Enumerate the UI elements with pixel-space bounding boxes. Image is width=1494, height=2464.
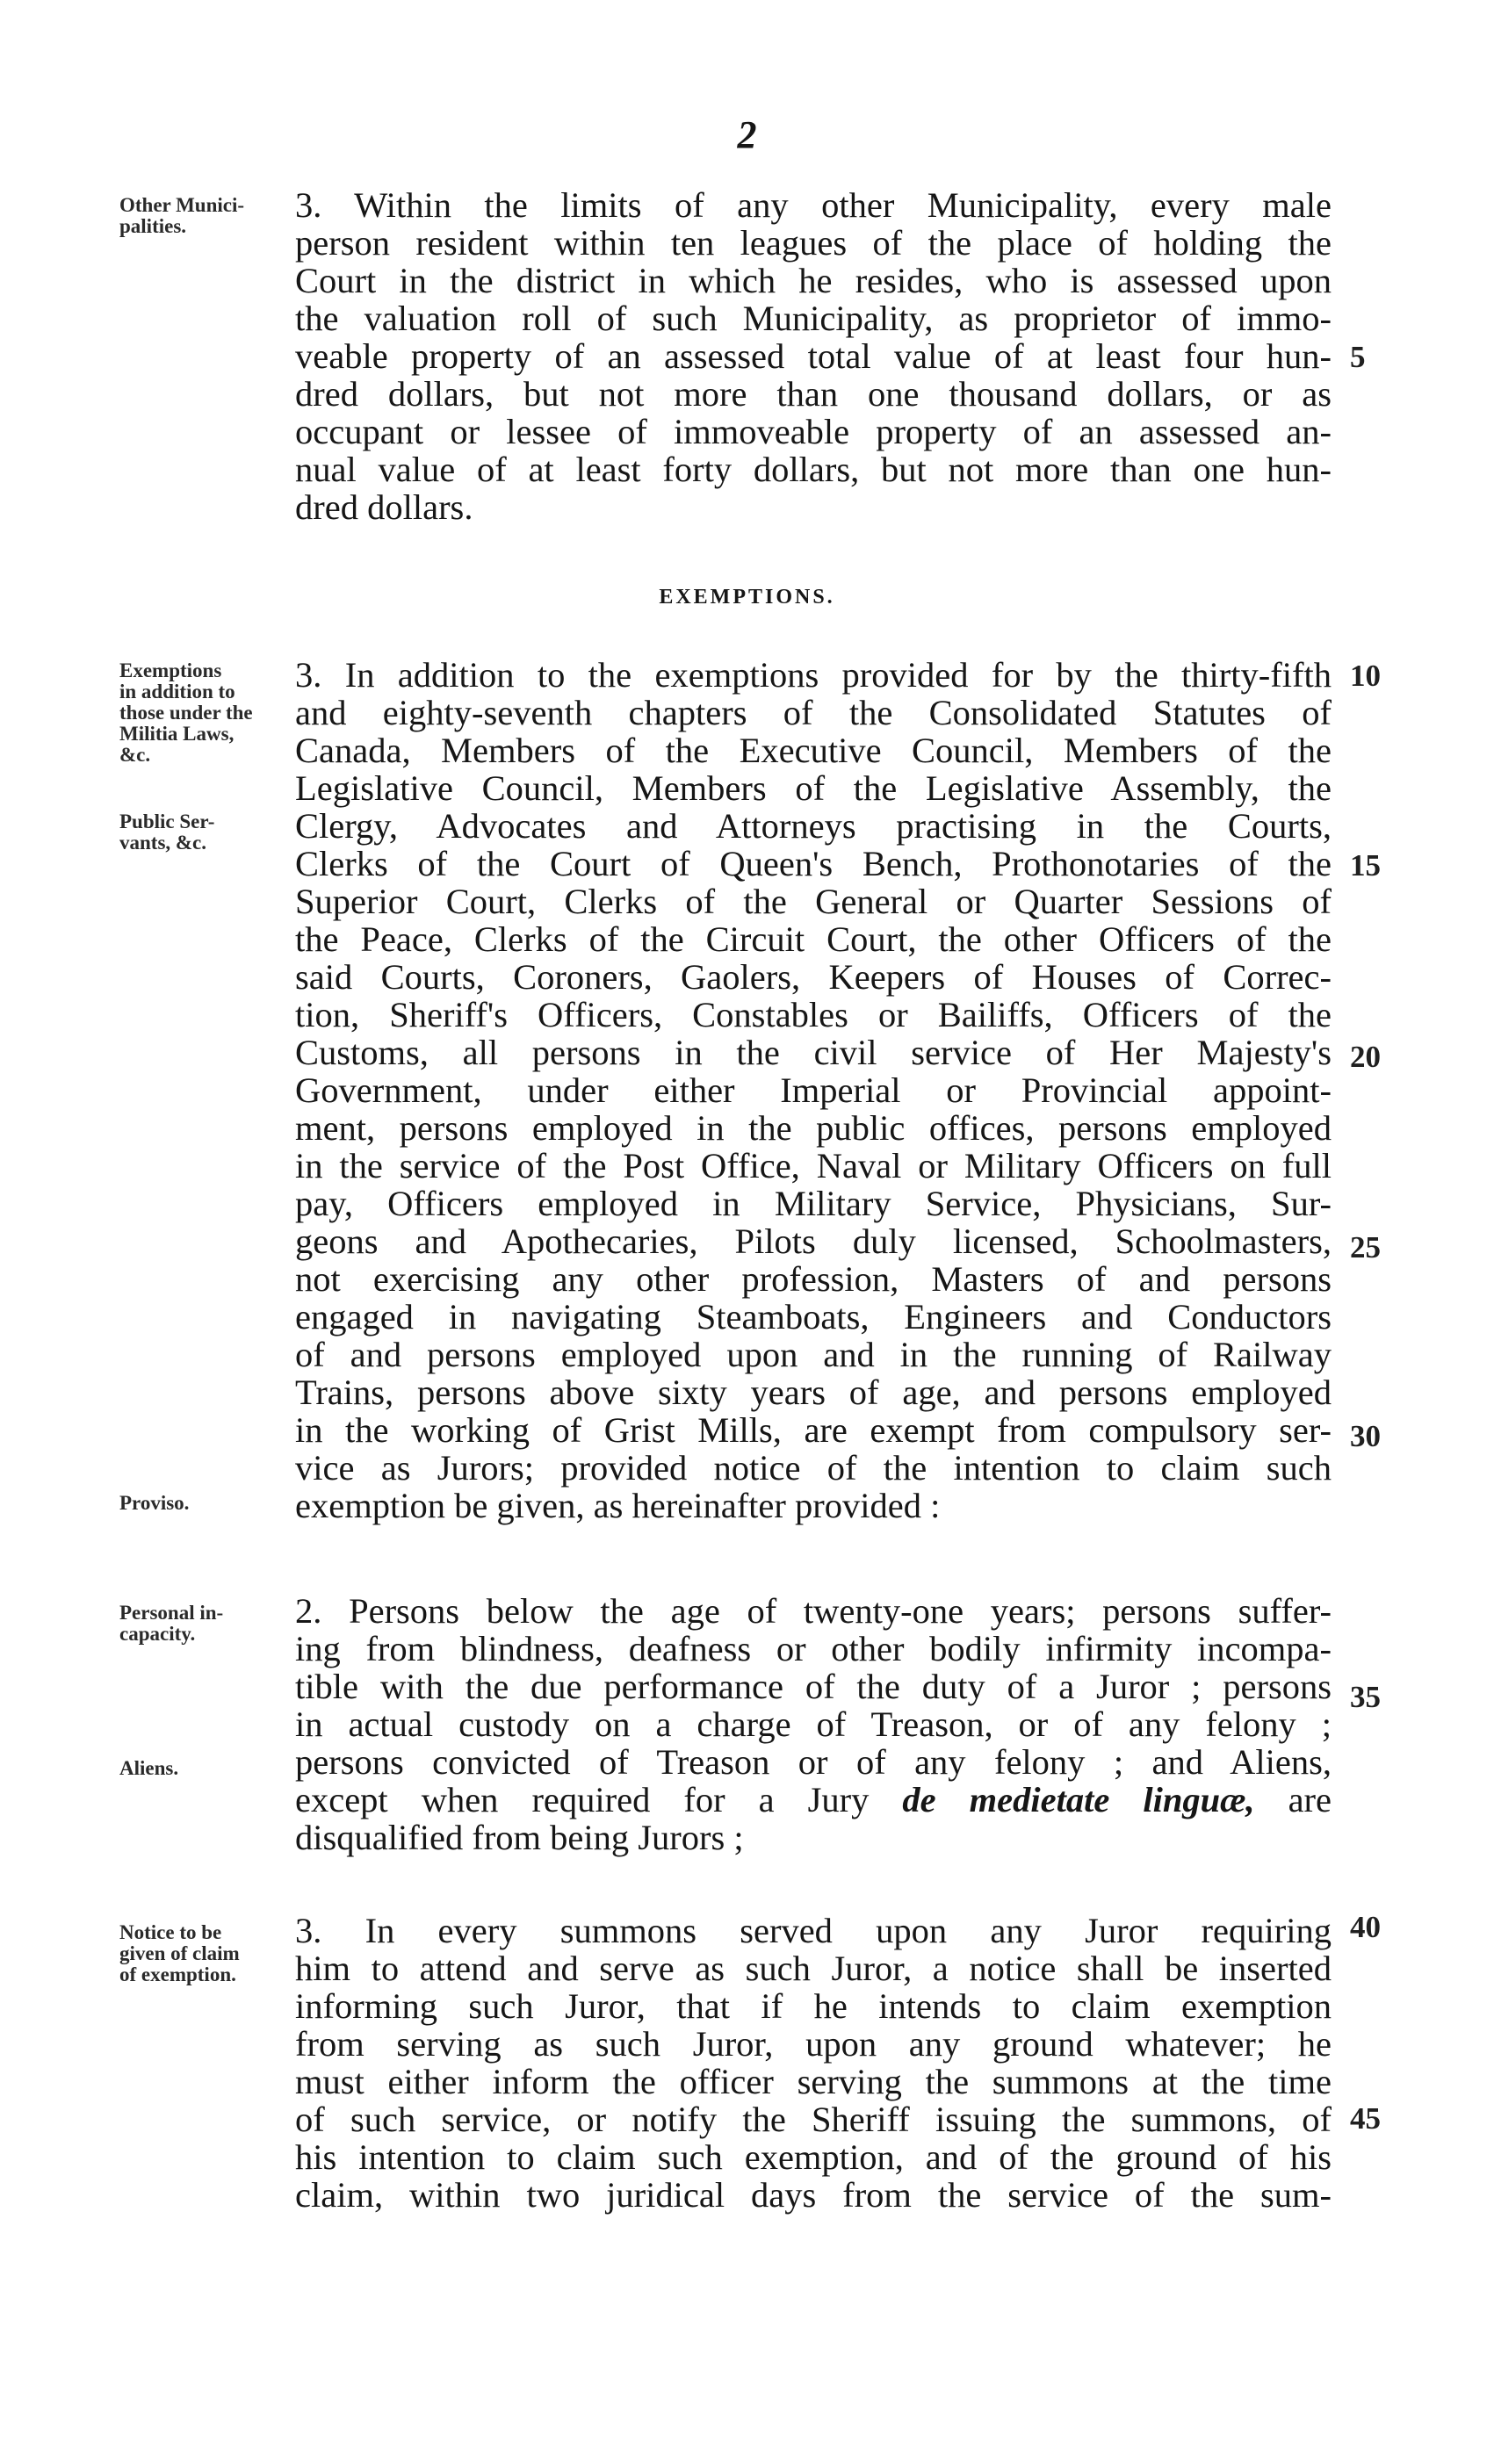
text-line: Government, under either Imperial or Provincial appoint-: [295, 1070, 1332, 1110]
text-line: said Courts, Coroners, Gaolers, Keepers of Houses of Correc-: [295, 957, 1332, 997]
text-line: except when required for a Jury de medietate linguæ, are: [295, 1780, 1332, 1819]
margin-note-personal-incapacity: Personal in- capacity.: [119, 1602, 224, 1645]
text-line: of such service, or notify the Sheriff issuing the summons, of: [295, 2100, 1332, 2139]
text-line: from serving as such Juror, upon any ground whatever; he: [295, 2024, 1332, 2064]
margin-note-public-servants: Public Ser- vants, &c.: [119, 811, 215, 854]
line-number: 25: [1350, 1230, 1381, 1264]
paragraph-exemptions: [295, 656, 1332, 1524]
text-line: the Peace, Clerks of the Circuit Court, the other Officers of the: [295, 919, 1332, 959]
text-line: his intention to claim such exemption, and of the ground of his: [295, 2137, 1332, 2177]
latin-phrase: de medietate linguæ,: [902, 1780, 1255, 1819]
margin-note-other-municipalities: Other Munici- palities.: [119, 194, 245, 237]
text-line: pay, Officers employed in Military Service, Physicians, Sur-: [295, 1184, 1332, 1223]
text-line: Clerks of the Court of Queen's Bench, Prothonotaries of the: [295, 844, 1332, 883]
text-line: 2. Persons below the age of twenty-one years; persons suffer-: [295, 1591, 1332, 1631]
line-number: 5: [1350, 340, 1366, 374]
text-line: the valuation roll of such Municipality, as proprietor of immo-: [295, 299, 1332, 338]
text-line: ing from blindness, deafness or other bodily infirmity incompa-: [295, 1629, 1332, 1668]
paragraph-notice-of-exemption: [295, 1912, 1332, 2214]
text-line: in the service of the Post Office, Naval or Military Officers on full: [295, 1146, 1332, 1185]
margin-note-exemptions: Exemptions in addition to those under the Militia Laws, &c.: [119, 659, 253, 766]
line-number: 35: [1350, 1680, 1381, 1714]
text-line: persons convicted of Treason or of any felony ; and Aliens,: [295, 1742, 1332, 1782]
text-line: Superior Court, Clerks of the General or Quarter Sessions of: [295, 882, 1332, 921]
text-line: claim, within two juridical days from the service of the sum-: [295, 2175, 1332, 2215]
text-line: geons and Apothecaries, Pilots duly licensed, Schoolmasters,: [295, 1221, 1332, 1261]
section-heading-exemptions: EXEMPTIONS.: [659, 586, 835, 609]
margin-note-notice-of-claim: Notice to be given of claim of exemption.: [119, 1921, 240, 1985]
text-line: ment, persons employed in the public offices, persons employed: [295, 1108, 1332, 1148]
text-line: dred dollars, but not more than one thousand dollars, or as: [295, 374, 1332, 414]
text-line: disqualified from being Jurors ;: [295, 1818, 744, 1857]
text-line: Court in the district in which he resides, who is assessed upon: [295, 261, 1332, 300]
text-line: not exercising any other profession, Masters of and persons: [295, 1259, 1332, 1299]
text-line: and eighty-seventh chapters of the Consolidated Statutes of: [295, 693, 1332, 732]
text-line: 3. Within the limits of any other Municipality, every male: [295, 185, 1332, 225]
text-line: tible with the due performance of the duty of a Juror ; persons: [295, 1667, 1332, 1706]
text-line: person resident within ten leagues of the place of holding the: [295, 223, 1332, 263]
text-line: 3. In every summons served upon any Juror requiring: [295, 1911, 1332, 1950]
text-line: vice as Jurors; provided notice of the intention to claim such: [295, 1448, 1332, 1488]
line-number: 30: [1350, 1419, 1381, 1453]
text-line: 3. In addition to the exemptions provided for by the thirty-fifth: [295, 655, 1332, 695]
text-line: Trains, persons above sixty years of age, and persons employed: [295, 1372, 1332, 1412]
text-line: occupant or lessee of immoveable property of an assessed an-: [295, 412, 1332, 451]
line-number: 10: [1350, 659, 1381, 693]
margin-note-proviso: Proviso.: [119, 1492, 190, 1514]
margin-note-aliens: Aliens.: [119, 1757, 179, 1779]
text-line: Legislative Council, Members of the Legislative Assembly, the: [295, 768, 1332, 808]
text-line: engaged in navigating Steamboats, Engineers and Conductors: [295, 1297, 1332, 1336]
text-line: tion, Sheriff's Officers, Constables or Bailiffs, Officers of the: [295, 995, 1332, 1034]
text-line: veable property of an assessed total value of at least four hun-: [295, 336, 1332, 376]
paragraph-other-municipalities: [295, 186, 1332, 526]
text-line: Customs, all persons in the civil service of Her Majesty's: [295, 1033, 1332, 1072]
text-line: nual value of at least forty dollars, but not more than one hun-: [295, 450, 1332, 489]
text-line: must either inform the officer serving the summons at the time: [295, 2062, 1332, 2101]
text-line: dred dollars.: [295, 487, 473, 527]
text-line: Canada, Members of the Executive Council, Members of the: [295, 731, 1332, 770]
text-line: in the working of Grist Mills, are exempt from compulsory ser-: [295, 1410, 1332, 1450]
text-line: exemption be given, as hereinafter provided :: [295, 1486, 941, 1525]
line-number: 45: [1350, 2101, 1381, 2136]
text-line: informing such Juror, that if he intends to claim exemption: [295, 1986, 1332, 2026]
page-number: 2: [737, 113, 757, 156]
line-number: 20: [1350, 1040, 1381, 1074]
line-number: 40: [1350, 1910, 1381, 1944]
text-line: in actual custody on a charge of Treason, or of any felony ;: [295, 1704, 1332, 1744]
text-line: Clergy, Advocates and Attorneys practising in the Courts,: [295, 806, 1332, 846]
text-line: of and persons employed upon and in the running of Railway: [295, 1335, 1332, 1374]
text-line: him to attend and serve as such Juror, a notice shall be inserted: [295, 1949, 1332, 1988]
line-number: 15: [1350, 848, 1381, 883]
paragraph-personal-incapacity: [295, 1592, 1332, 1856]
